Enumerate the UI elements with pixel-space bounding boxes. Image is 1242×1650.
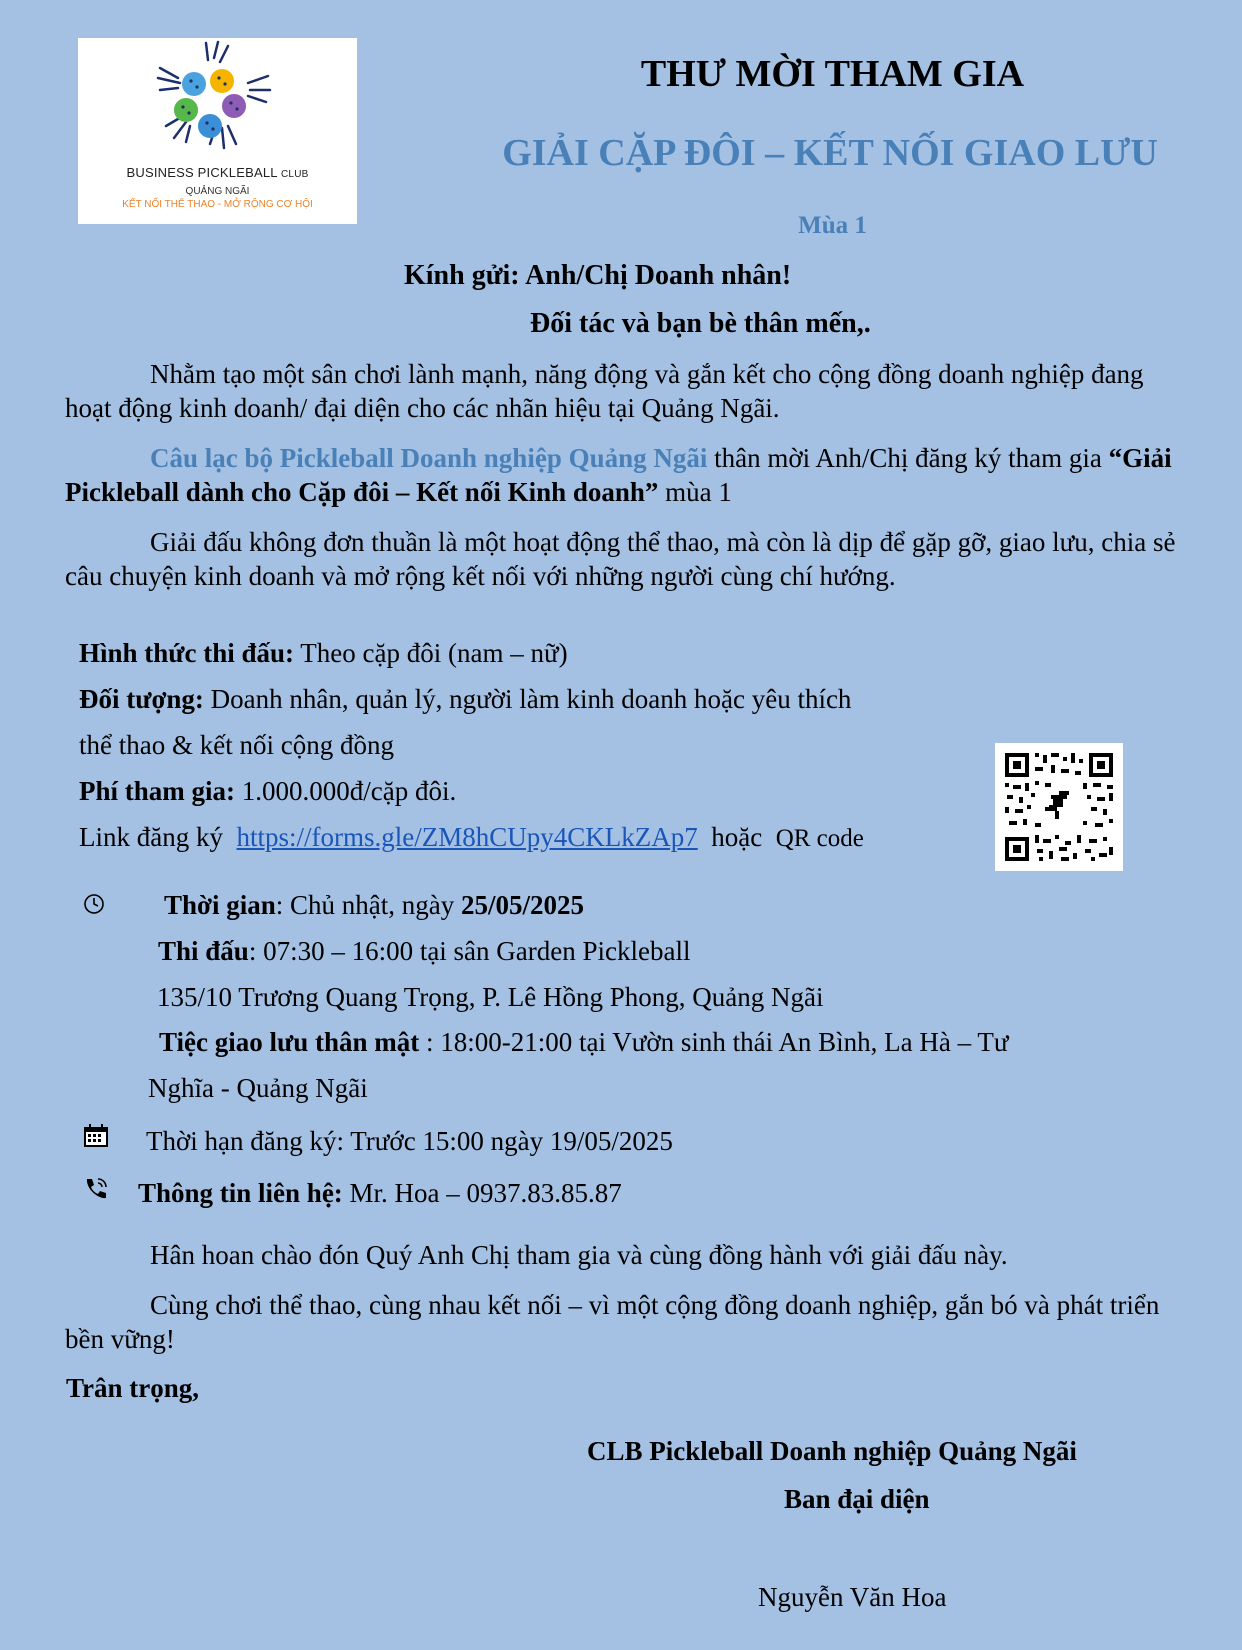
greeting-line-1: Kính gửi: Anh/Chị Doanh nhân! [404,260,792,291]
page-subtitle: GIẢI CẶP ĐÔI – KẾT NỐI GIAO LƯU [502,132,1158,174]
contact-line: Thông tin liên hệ: Mr. Hoa – 0937.83.85.87 [138,1178,622,1208]
format-line: Hình thức thi đấu: Theo cặp đôi (nam – nữ) [79,638,568,668]
audience-line: Đối tượng: Doanh nhân, quản lý, người làm kinh doanh hoặc yêu thích [79,684,852,714]
qr-code[interactable] [995,743,1123,871]
club-logo [78,38,357,224]
calendar-icon [83,1124,109,1153]
event-name: “Giải Pickleball dành cho Cặp đôi – Kết nối Kinh doanh” [65,443,1172,507]
logo-name: BUSINESS PICKLEBALL CLUB [126,165,309,180]
party-line-2: Nghĩa - Quảng Ngãi [148,1073,368,1103]
phone-icon [83,1176,109,1207]
closing-line: Cùng chơi thể thao, cùng nhau kết nối – vì một cộng đồng doanh nghiệp, gắn bó và phát triển bền vững! [65,1290,1160,1354]
signature-org: CLB Pickleball Doanh nghiệp Quảng Ngãi [587,1436,1077,1466]
intro-paragraph: Nhằm tạo một sân chơi lành mạnh, năng động và gắn kết cho cộng đồng doanh nghiệp đang hoạt động kinh doanh/ đại diện cho các nhãn hiệu tại Quảng Ngãi. [65,359,1144,423]
invitation-paragraph: Câu lạc bộ Pickleball Doanh nghiệp Quảng Ngãi thân mời Anh/Chị đăng ký tham gia “Giải Pickleball dành cho Cặp đôi – Kết nối Kinh doanh” mùa 1 [65,443,1172,507]
page-title: THƯ MỜI THAM GIA [640,53,1025,95]
deadline-line: Thời hạn đăng ký: Trước 15:00 ngày 19/05/2025 [146,1126,673,1156]
logo-slogan: KẾT NỐI THỂ THAO - MỞ RỘNG CƠ HỘI [122,199,313,210]
clock-icon [83,893,105,920]
regards: Trân trọng, [66,1373,199,1403]
greeting-line-2: Đối tác và bạn bè thân mến,. [530,308,871,339]
event-time-line: Thời gian: Chủ nhật, ngày 25/05/2025 [164,890,584,920]
qr-code-icon [995,743,1123,871]
registration-link[interactable]: https://forms.gle/ZM8hCUpy4CKLkZAp7 [236,822,698,852]
registration-line: Link đăng ký https://forms.gle/ZM8hCUpy4CKLkZAp7 hoặc QR code [79,822,864,852]
audience-line-2: thể thao & kết nối cộng đồng [79,730,394,760]
party-line: Tiệc giao lưu thân mật : 18:00-21:00 tại Vườn sinh thái An Bình, La Hà – Tư [159,1027,1009,1057]
match-time-line: Thi đấu: 07:30 – 16:00 tại sân Garden Pickleball [158,936,691,966]
club-name: Câu lạc bộ Pickleball Doanh nghiệp Quảng Ngãi [150,443,708,473]
season-label: Mùa 1 [798,212,867,239]
logo-region: QUẢNG NGÃI [185,186,250,197]
pickleball-logo-icon [78,38,357,168]
signature-board: Ban đại diện [784,1484,930,1514]
signer-name: Nguyễn Văn Hoa [758,1582,947,1612]
welcome-line: Hân hoan chào đón Quý Anh Chị tham gia và cùng đồng hành với giải đấu này. [150,1240,1008,1270]
fee-line: Phí tham gia: 1.000.000đ/cặp đôi. [79,776,457,806]
description-paragraph: Giải đấu không đơn thuần là một hoạt động thể thao, mà còn là dịp để gặp gỡ, giao lưu, chia sẻ câu chuyện kinh doanh và mở rộng kết nối với những người cùng chí hướng. [65,527,1176,591]
venue-address: 135/10 Trương Quang Trọng, P. Lê Hồng Phong, Quảng Ngãi [157,982,824,1012]
